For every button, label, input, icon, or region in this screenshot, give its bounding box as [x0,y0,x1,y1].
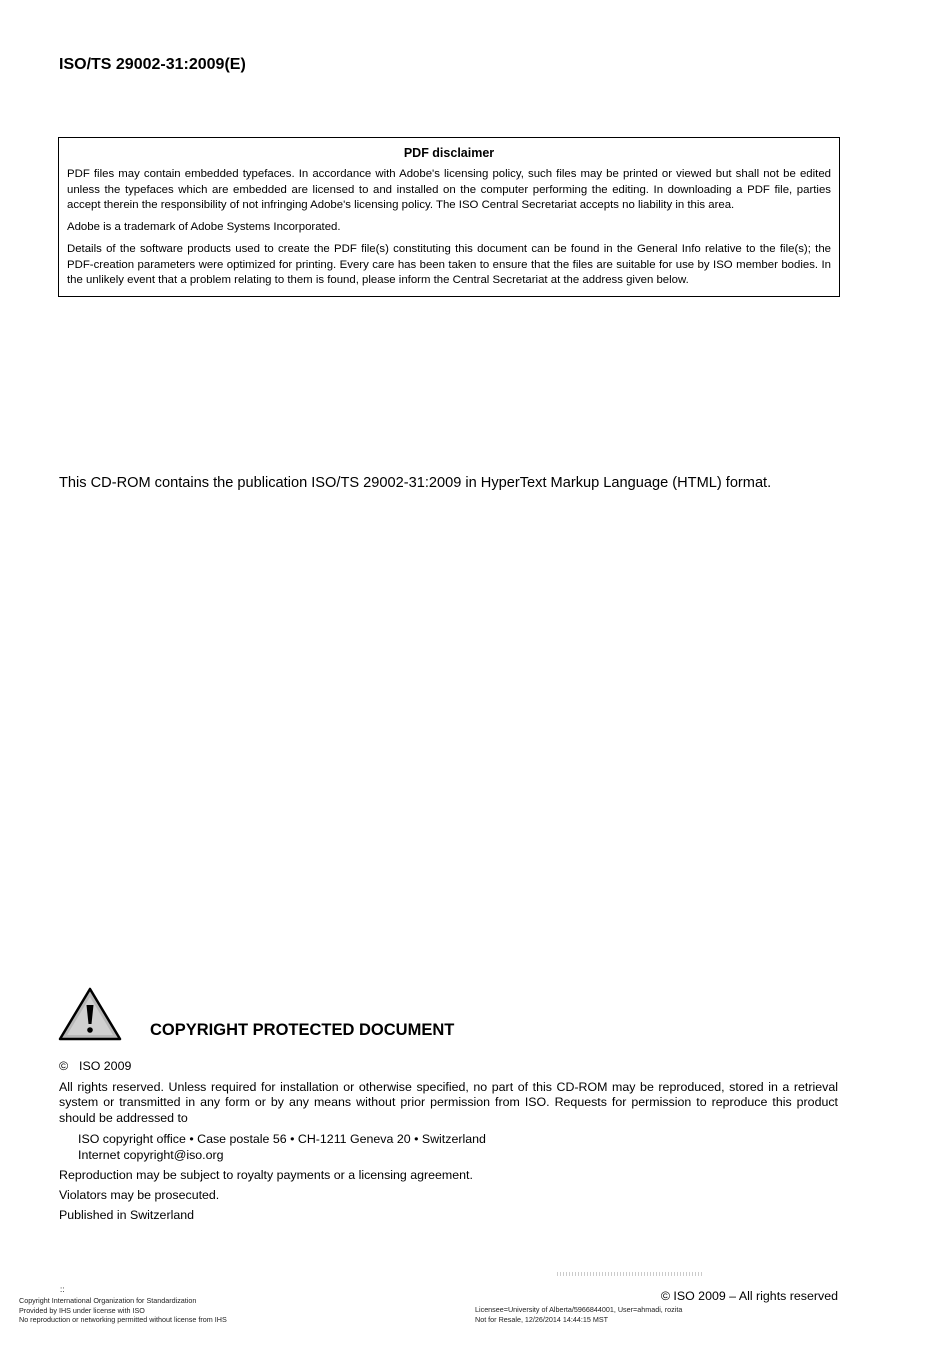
copyright-title: COPYRIGHT PROTECTED DOCUMENT [150,1021,455,1039]
copyright-symbol: © [59,1059,69,1073]
footer-resale-line: Not for Resale, 12/26/2014 14:44:15 MST [475,1314,609,1324]
copyright-notice [59,1059,838,1228]
violators-note: Violators may be prosecuted. [59,1188,220,1203]
footer-license-provider [19,1296,227,1325]
document-id-header: ISO/TS 29002-31:2009(E) [59,56,246,73]
footer-page-copyright: © ISO 2009 – All rights reserved [660,1289,838,1303]
disclaimer-paragraph-typefaces: PDF files may contain embedded typefaces. In accordance with Adobe's licensing policy, such files may be printed or viewed but shall not be edited unless the typefaces which are embedded are licensed to and installed on the computer performing the editing. In downloading a PDF file, parties accept therein the responsibility of not infringing Adobe's licensing policy. The ISO Central Secretariat accepts no liability in this area. [67,168,831,211]
disclaimer-title: PDF disclaimer [403,146,495,160]
iso-address-block [59,1131,838,1163]
copyright-rights-text: All rights reserved. Unless required for installation or otherwise specified, no part of this CD-ROM may be reproduced, stored in a retrieval system or transmitted in any form or by any means without prior permission from ISO. Requests for permission to reproduce this product should be addressed to [59,1080,838,1125]
cd-rom-statement: This CD-ROM contains the publication ISO/TS 29002-31:2009 in HyperText Markup Language (HTML) format. [59,475,772,491]
iso-postal-address: ISO copyright office • Case postale 56 • CH-1211 Geneva 20 • Switzerland [78,1131,486,1146]
iso-internet-address: Internet copyright@iso.org [78,1147,224,1162]
pdf-disclaimer-box [58,137,840,297]
disclaimer-paragraph-details: Details of the software products used to create the PDF file(s) constituting this document can be found in the General Info relative to the file(s); the PDF-creation parameters were optimized for printing. Every care has been taken to ensure that the files are suitable for use by ISO member bodies. In the unlikely event that a problem relating to them is found, please inform the Central Secretariat at the address given below. [67,243,831,287]
footer-marker: :: [60,1285,65,1294]
copyright-year-line [59,1059,838,1074]
disclaimer-paragraph-trademark: Adobe is a trademark of Adobe Systems Incorporated. [67,221,341,234]
footer-left-line: No reproduction or networking permitted without license from IHS [19,1315,227,1325]
footer-left-line: Copyright International Organization for Standardization [19,1296,197,1305]
warning-triangle-icon [58,986,122,1047]
copyright-year: ISO 2009 [79,1059,132,1073]
royalty-note: Reproduction may be subject to royalty payments or a licensing agreement. [59,1167,473,1182]
footer-left-line: Provided by IHS under license with ISO [19,1305,145,1315]
footer-licensee-line: Licensee=University of Alberta/5966844001, User=ahmadi, rozita [475,1305,683,1314]
scan-noise-line [557,1272,703,1276]
footer-licensee-info [475,1305,682,1324]
published-note: Published in Switzerland [59,1208,194,1223]
